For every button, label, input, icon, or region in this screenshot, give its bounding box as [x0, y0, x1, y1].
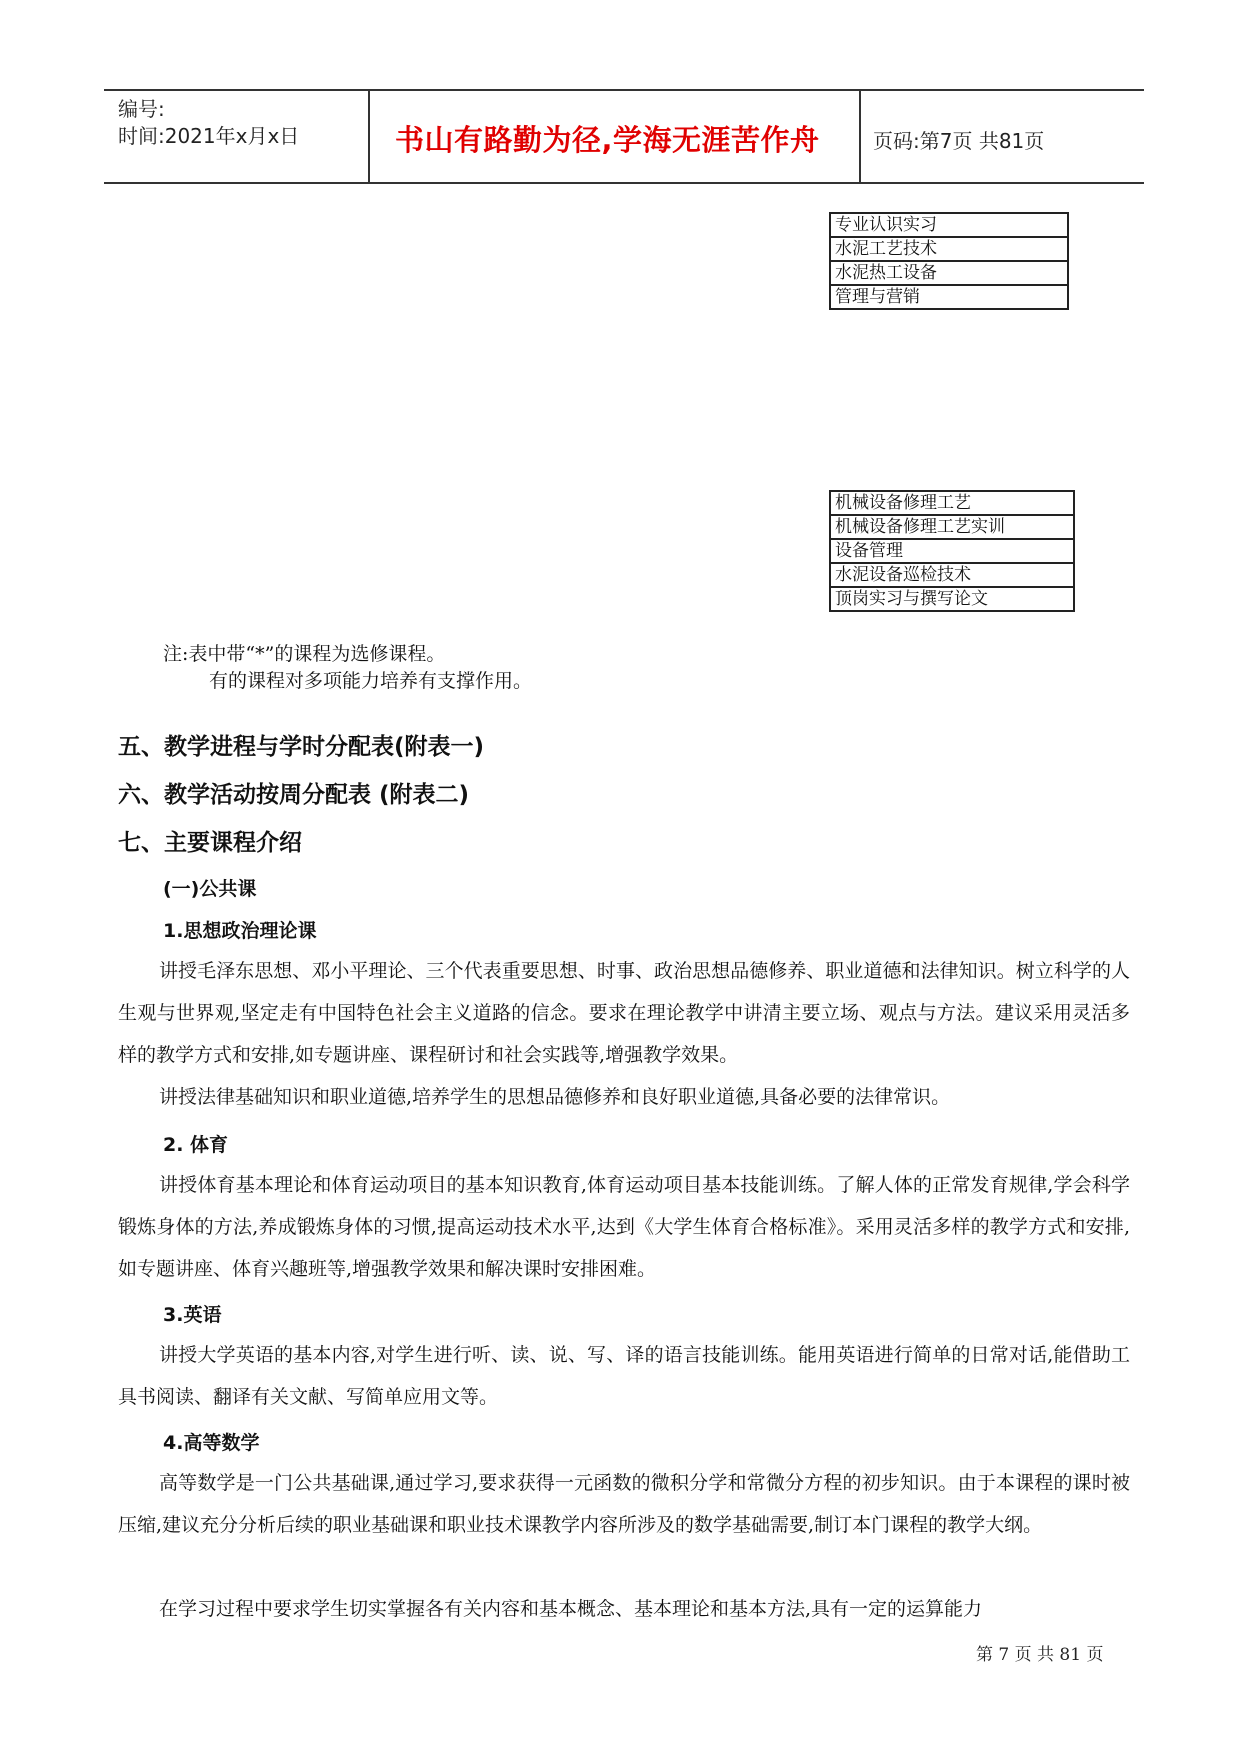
table-row	[830, 237, 1068, 261]
table-row	[830, 491, 1074, 515]
note-line-2: 有的课程对多项能力培养有支撑作用。	[209, 670, 533, 692]
table-cell: 顶岗实习与撰写论文	[830, 587, 1074, 611]
header-motto: 书山有路勤为径,学海无涯苦作舟	[395, 123, 820, 157]
table-row	[830, 261, 1068, 285]
course-title-math: 4.高等数学	[163, 1432, 260, 1454]
course-title-politics: 1.思想政治理论课	[163, 920, 317, 942]
course-desc-math-1: 高等数学是一门公共基础课,通过学习,要求获得一元函数的微积分学和常微分方程的初步知识。由于本课程的课时被压缩,建议充分分析后续的职业基础课和职业技术课教学内容所涉及的数学基础需要,制订本门课程的教学大纲。	[118, 1472, 1130, 1536]
doc-number-label: 编号:	[118, 97, 165, 121]
course-desc-english: 讲授大学英语的基本内容,对学生进行听、读、说、写、译的语言技能训练。能用英语进行简单的日常对话,能借助工具书阅读、翻译有关文献、写简单应用文等。	[118, 1344, 1130, 1408]
course-title-english: 3.英语	[163, 1304, 222, 1326]
table-row	[830, 285, 1068, 309]
table-cell: 水泥热工设备	[830, 261, 1068, 285]
course-desc-math-2: 在学习过程中要求学生切实掌握各有关内容和基本概念、基本理论和基本方法,具有一定的运算能力	[159, 1598, 983, 1620]
table-row	[830, 213, 1068, 237]
table-row	[830, 515, 1074, 539]
table-cell: 机械设备修理工艺	[830, 491, 1074, 515]
course-desc-politics-2: 讲授法律基础知识和职业道德,培养学生的思想品德修养和良好职业道德,具备必要的法律常识。	[159, 1086, 951, 1108]
course-title-pe: 2. 体育	[163, 1134, 229, 1156]
header-top-rule	[104, 89, 1144, 91]
course-desc-politics-1: 讲授毛泽东思想、邓小平理论、三个代表重要思想、时事、政治思想品德修养、职业道德和法律知识。树立科学的人生观与世界观,坚定走有中国特色社会主义道路的信念。要求在理论教学中讲清主要立场、观点与方法。建议采用灵活多样的教学方式和安排,如专题讲座、课程研讨和社会实践等,增强教学效果。	[118, 960, 1130, 1066]
table-cell: 设备管理	[830, 539, 1074, 563]
header-divider-right	[859, 89, 861, 184]
table-cell: 管理与营销	[830, 285, 1068, 309]
course-table-top	[829, 212, 1069, 310]
header-page-info: 页码:第7页 共81页	[873, 129, 1045, 153]
header-bottom-rule	[104, 182, 1144, 184]
table-row	[830, 563, 1074, 587]
table-row	[830, 587, 1074, 611]
course-table-bottom	[829, 490, 1075, 612]
course-desc-pe: 讲授体育基本理论和体育运动项目的基本知识教育,体育运动项目基本技能训练。了解人体的正常发育规律,学会科学锻炼身体的方法,养成锻炼身体的习惯,提高运动技术水平,达到《大学生体育合格标准》。采用灵活多样的教学方式和安排,如专题讲座、体育兴趣班等,增强教学效果和解决课时安排困难。	[118, 1174, 1130, 1280]
table-cell: 专业认识实习	[830, 213, 1068, 237]
note-line-1: 注:表中带“*”的课程为选修课程。	[163, 643, 446, 665]
table-row	[830, 539, 1074, 563]
table-cell: 机械设备修理工艺实训	[830, 515, 1074, 539]
header-divider-left	[368, 89, 370, 184]
doc-time-label: 时间:2021年x月x日	[118, 124, 300, 148]
table-cell: 水泥工艺技术	[830, 237, 1068, 261]
section-heading-7: 七、主要课程介绍	[118, 830, 302, 856]
subsection-public-courses: (一)公共课	[163, 878, 257, 900]
section-heading-6: 六、教学活动按周分配表 (附表二)	[118, 782, 470, 808]
page-footer: 第 7 页 共 81 页	[976, 1645, 1104, 1665]
table-cell: 水泥设备巡检技术	[830, 563, 1074, 587]
section-heading-5: 五、教学进程与学时分配表(附表一)	[118, 734, 485, 760]
